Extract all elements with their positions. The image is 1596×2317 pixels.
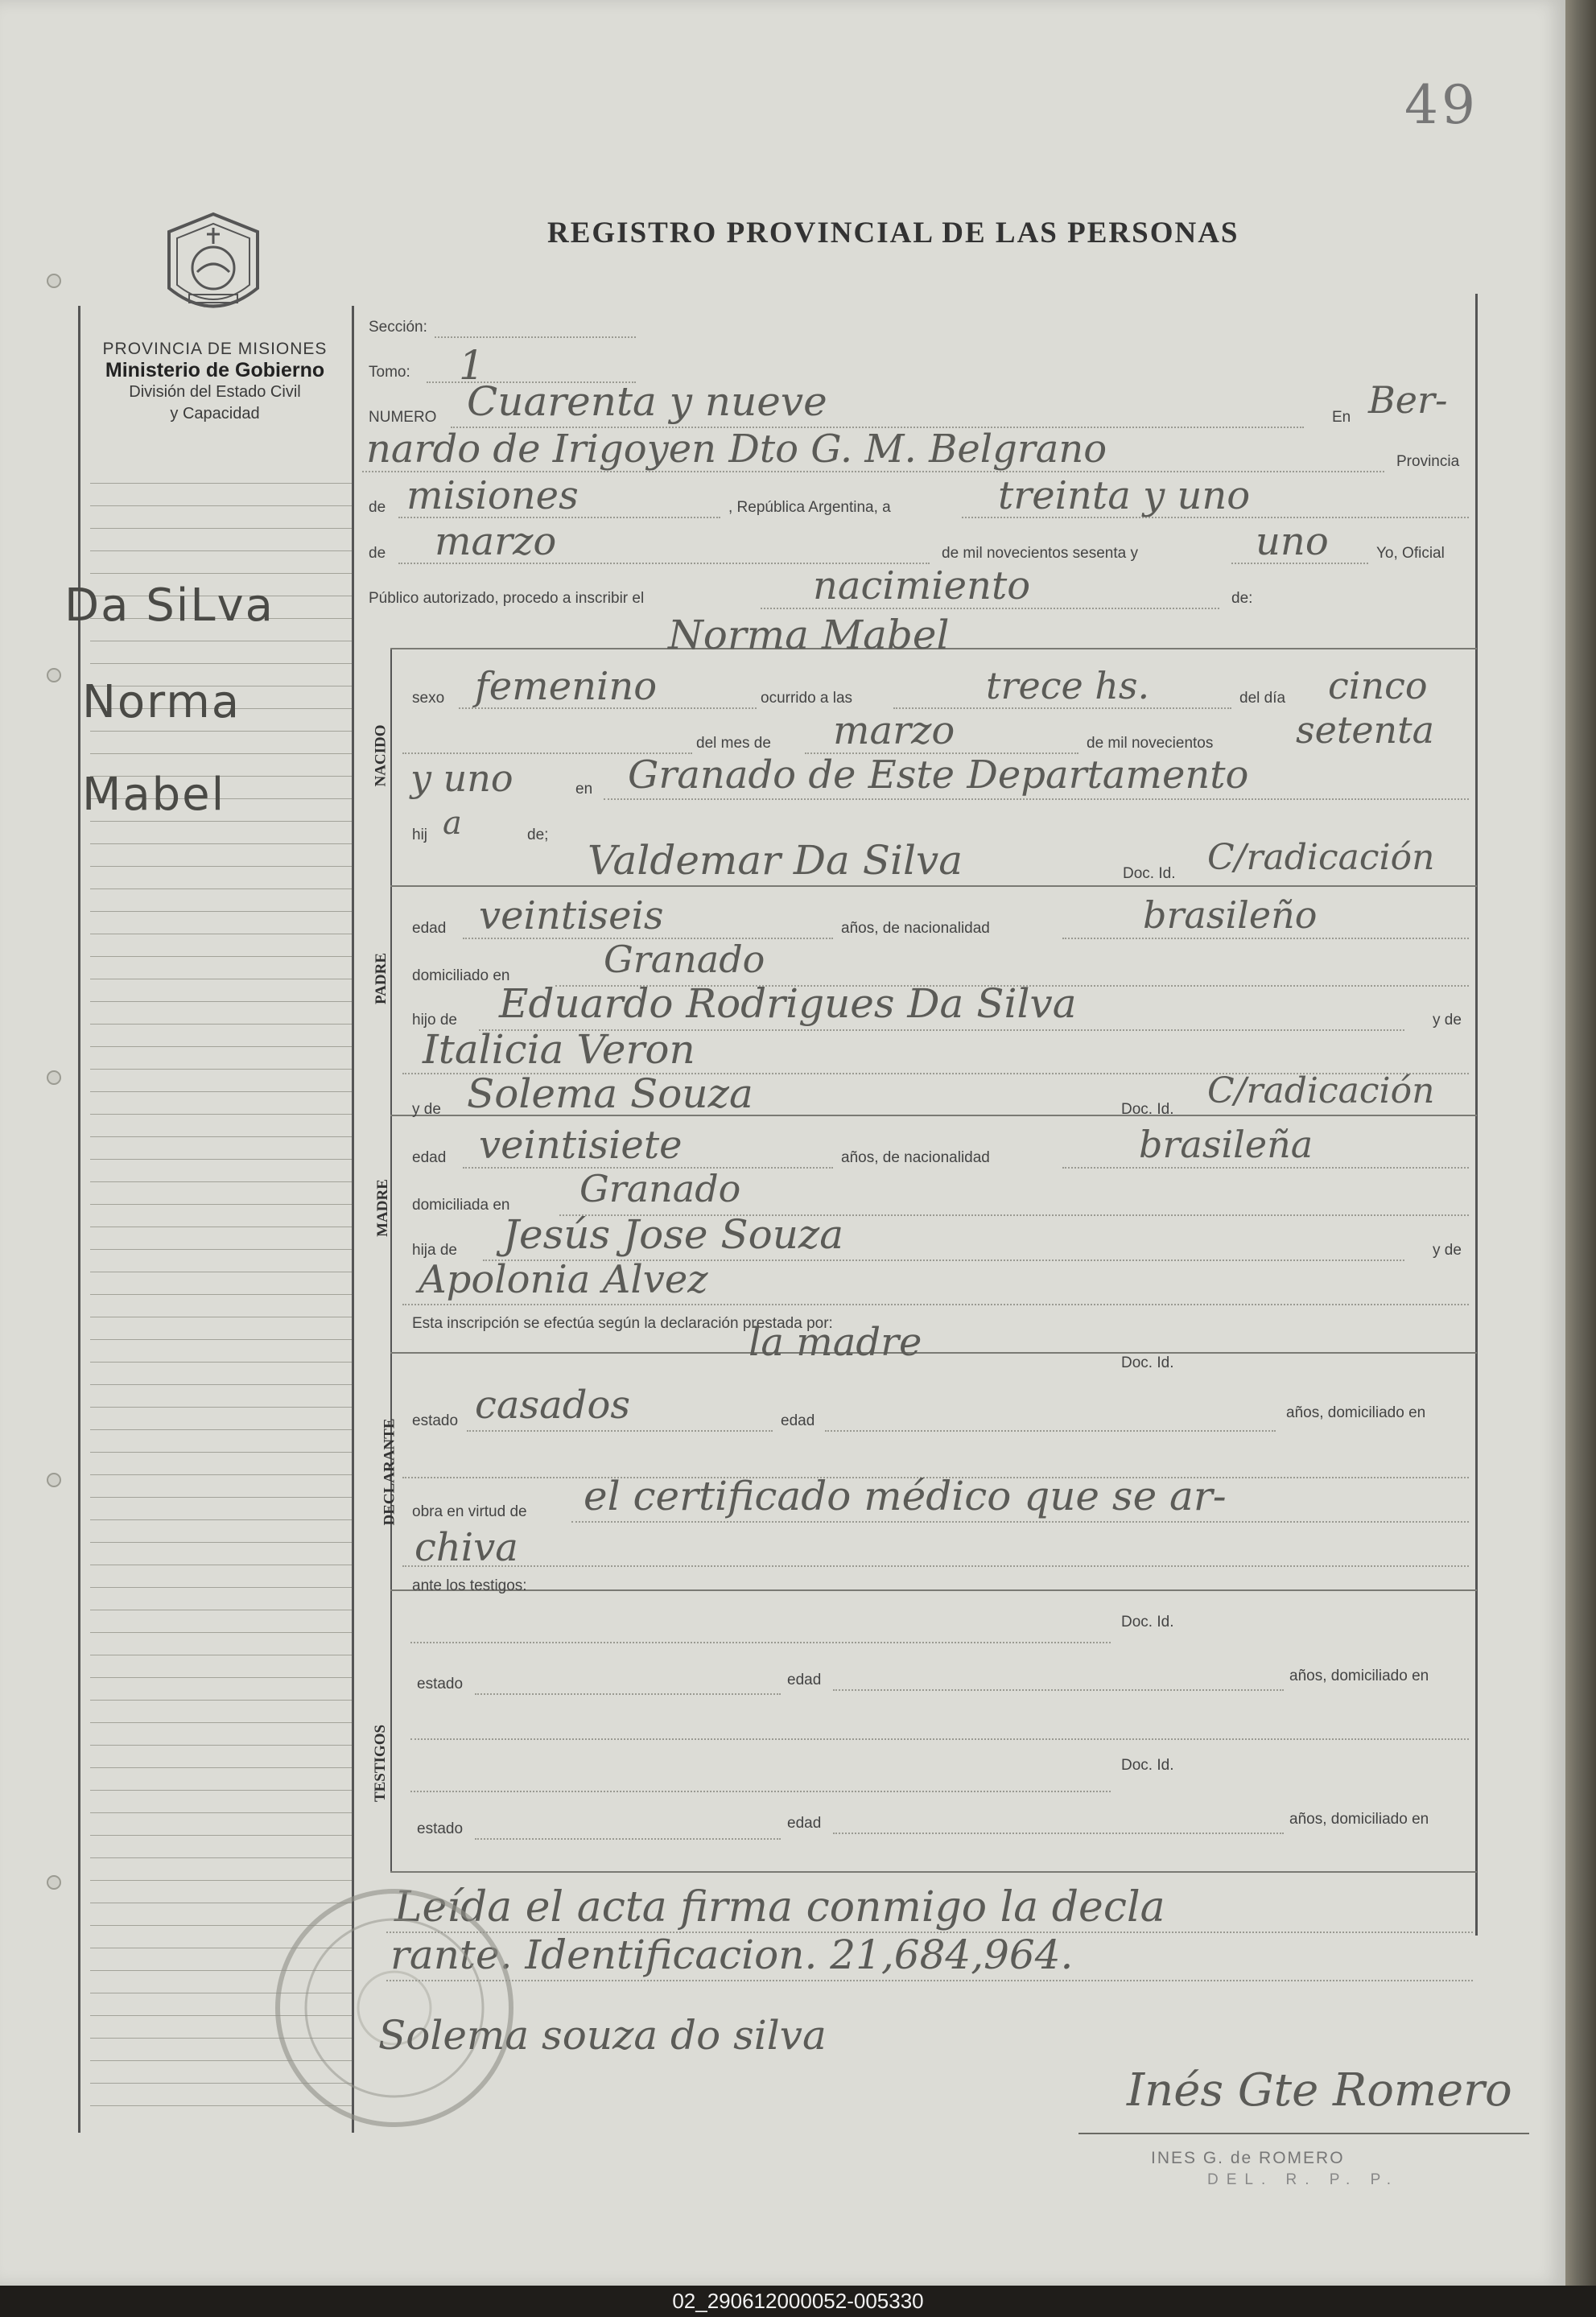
obra2-value: chiva	[414, 1525, 518, 1570]
en2-label: en	[575, 781, 593, 798]
dia-value: cinco	[1328, 664, 1428, 707]
side-label-madre: MADRE	[373, 1179, 391, 1237]
seccion-line	[435, 336, 636, 338]
numero-label: NUMERO	[369, 409, 437, 426]
province-seal-icon	[153, 208, 274, 328]
left-column-rule	[90, 1519, 352, 1520]
division-label: División del Estado Civil	[129, 383, 301, 401]
left-column-rule	[90, 1497, 352, 1498]
del-dia-label: del día	[1239, 690, 1286, 707]
madre-madre-line	[402, 1304, 1469, 1305]
left-column-rule	[90, 821, 352, 822]
left-column-rule	[90, 1384, 352, 1385]
left-column-rule	[90, 1181, 352, 1182]
left-column-rule	[90, 1159, 352, 1160]
ocurrido-label: ocurrido a las	[761, 690, 853, 707]
declarante-edad-line	[825, 1430, 1276, 1432]
padre-doc-value: C/radicación	[1207, 837, 1435, 878]
left-column-rule	[90, 888, 352, 889]
margin-name-2: Mabel	[82, 769, 226, 821]
lugar-nac-line	[604, 798, 1469, 800]
left-column-rule	[90, 1677, 352, 1678]
left-column-rule	[90, 1587, 352, 1588]
left-column-rule	[90, 911, 352, 912]
section-rule	[390, 1871, 1477, 1873]
margin-surname: Da SiLva	[64, 579, 274, 632]
madre-dom-value: Granado	[579, 1167, 741, 1210]
leida-text-2: rante. Identificacion. 21,684,964.	[390, 1932, 1074, 1978]
provincia-value: misiones	[406, 473, 579, 518]
left-column-rule	[90, 663, 352, 664]
estado-value: casados	[475, 1383, 631, 1428]
mes-value: marzo	[833, 708, 955, 753]
madre-nac-line	[1062, 1167, 1469, 1169]
left-column-rule	[90, 1429, 352, 1430]
left-column-rule	[90, 1046, 352, 1047]
padre-dom-label: domiciliado en	[412, 967, 510, 984]
testigo1-dom-label: años, domiciliado en	[1289, 1668, 1429, 1684]
side-label-padre: PADRE	[373, 952, 390, 1005]
left-column-rule	[90, 866, 352, 867]
left-column-rule	[90, 550, 352, 551]
left-column-rule	[90, 1880, 352, 1881]
seccion-label: Sección:	[369, 319, 427, 336]
padre-dom-value: Granado	[604, 938, 765, 981]
testigo1-dom-line	[410, 1738, 1469, 1740]
testigo2-dom-label: años, domiciliado en	[1289, 1811, 1429, 1828]
left-column-rule	[90, 1136, 352, 1137]
left-column-rule	[90, 753, 352, 754]
firma-declarante: Solema souza do silva	[378, 2012, 827, 2059]
left-column-rule	[90, 956, 352, 957]
left-column-rule	[90, 1835, 352, 1836]
obra-value: el certificado médico que se ar-	[584, 1473, 1227, 1519]
left-column-rule	[90, 1722, 352, 1723]
oficial-title-print: DEL. R. P. P.	[1207, 2171, 1400, 2188]
left-column-rule	[90, 1091, 352, 1092]
testigo2-line	[410, 1791, 1111, 1792]
madre-nac-value: brasileña	[1139, 1123, 1314, 1166]
left-column-rule	[90, 573, 352, 574]
madre-padre-value: Jesús Jose Souza	[503, 1211, 844, 1258]
testigo2-doc-label: Doc. Id.	[1121, 1757, 1174, 1774]
side-label-nacido: NACIDO	[372, 724, 390, 787]
madre-nombre-value: Solema Souza	[467, 1070, 753, 1117]
left-column-rule	[90, 1632, 352, 1633]
de-label: de	[369, 499, 386, 516]
sexo-value: femenino	[475, 664, 658, 709]
padre-nac-label: años, de nacionalidad	[841, 920, 990, 937]
padre-hijo-label: hijo de	[412, 1012, 457, 1029]
padre-nombre-value: Valdemar Da Silva	[588, 837, 963, 884]
ante-testigos-label: ante los testigos:	[412, 1577, 527, 1594]
testigo1-edad-label: edad	[787, 1672, 822, 1688]
declarante-edad-label: edad	[781, 1412, 815, 1429]
left-column-rule	[90, 731, 352, 732]
obra-label: obra en virtud de	[412, 1503, 527, 1520]
left-column-rule	[90, 1362, 352, 1363]
sexo-label: sexo	[412, 690, 445, 707]
side-label-testigos: TESTIGOS	[372, 1724, 390, 1803]
madre-doc-value: C/radicación	[1207, 1070, 1435, 1111]
estado-line	[467, 1430, 773, 1432]
numero-value: Cuarenta y nueve	[467, 378, 827, 425]
left-column-rule	[90, 1790, 352, 1791]
left-column-rule	[90, 528, 352, 529]
left-column-rule	[90, 1339, 352, 1340]
republica-label: , República Argentina, a	[728, 499, 891, 516]
oficial-name-print: INES G. de ROMERO	[1151, 2149, 1345, 2167]
binding-hole	[47, 1875, 61, 1890]
de-semi-label: de;	[527, 827, 549, 843]
del-mes-label: del mes de	[696, 735, 771, 752]
section-rule	[390, 1352, 1477, 1354]
ministry-label: Ministerio de Gobierno	[105, 359, 325, 381]
obra-line	[571, 1521, 1469, 1523]
padre-y-de-label: y de	[1433, 1012, 1462, 1029]
left-header	[78, 338, 352, 425]
side-label-declarante: DECLARANTE	[381, 1418, 398, 1526]
section-divider	[390, 648, 392, 1871]
left-column-divider	[352, 306, 354, 2133]
testigo2-edad-label: edad	[787, 1815, 822, 1832]
left-column-rule	[90, 1407, 352, 1408]
padre-edad-label: edad	[412, 920, 447, 937]
mes-acta-value: marzo	[435, 519, 557, 564]
left-column-rule	[90, 843, 352, 844]
testigo1-line	[410, 1642, 1111, 1643]
firma-oficial: Inés Gte Romero	[1127, 2064, 1512, 2117]
left-column-rule	[90, 1745, 352, 1746]
left-column-rule	[90, 1114, 352, 1115]
madre-dom-label: domiciliada en	[412, 1197, 510, 1214]
book-edge	[1565, 0, 1596, 2286]
padre-doc-label: Doc. Id.	[1123, 865, 1176, 882]
testigo1-estado-label: estado	[417, 1676, 464, 1692]
testigo1-estado-line	[475, 1693, 781, 1695]
section-rule	[390, 1589, 1477, 1591]
padre-edad-value: veintiseis	[479, 893, 664, 938]
capacity-label: y Capacidad	[170, 405, 260, 423]
dia-acta-value: treinta y uno	[998, 473, 1251, 518]
binding-hole	[47, 1070, 61, 1085]
tomo-label: Tomo:	[369, 364, 410, 381]
left-column-rule	[90, 483, 352, 484]
testigo2-estado-label: estado	[417, 1820, 464, 1837]
mil-nov2-label: de mil novecientos	[1087, 735, 1214, 752]
anio-acta-value: uno	[1256, 519, 1329, 564]
en-label: En	[1332, 409, 1351, 426]
mil-nov-label: de mil novecientos sesenta y	[942, 545, 1138, 562]
madre-edad-label: edad	[412, 1149, 447, 1166]
left-column-rule	[90, 1024, 352, 1025]
left-column-rule	[90, 1249, 352, 1250]
en-value: Ber-	[1368, 378, 1448, 422]
section-rule	[390, 885, 1477, 887]
madre-hija-label: hija de	[412, 1242, 457, 1259]
left-column-rule	[90, 505, 352, 506]
testigo1-edad-line	[833, 1689, 1284, 1691]
esta-inscripcion-label: Esta inscripción se efectúa según la declaración prestada por:	[412, 1315, 833, 1332]
testigo2-edad-line	[833, 1833, 1284, 1834]
testigo2-estado-line	[475, 1838, 781, 1840]
left-column-rule	[90, 1204, 352, 1205]
provincia-label: Provincia	[1396, 453, 1460, 470]
left-column-rule	[90, 1767, 352, 1768]
binding-hole	[47, 274, 61, 288]
province-label: PROVINCIA DE MISIONES	[102, 340, 328, 358]
left-column-rule	[90, 1474, 352, 1475]
hora-value: trece hs.	[986, 664, 1150, 707]
left-column-rule	[90, 1069, 352, 1070]
padre-nac-line	[1062, 938, 1469, 939]
leida-line-2	[386, 1980, 1473, 1981]
madre-doc-label: Doc. Id.	[1121, 1101, 1174, 1118]
declarante-dom-label: años, domiciliado en	[1286, 1404, 1426, 1421]
de3-label: de:	[1231, 590, 1253, 607]
anio2-value: y uno	[410, 757, 513, 800]
binding-hole	[47, 1473, 61, 1487]
madre-y-de-label: y de	[412, 1101, 441, 1118]
hija-value: a	[443, 805, 462, 842]
de2-label: de	[369, 545, 386, 562]
publico-label: Público autorizado, procedo a inscribir el	[369, 590, 645, 607]
madre-edad-value: veintisiete	[479, 1123, 683, 1168]
lugar-value: nardo de Irigoyen Dto G. M. Belgrano	[366, 427, 1107, 472]
tomo-value: 1	[459, 342, 485, 389]
padre-nac-value: brasileño	[1143, 893, 1318, 937]
madre-nac-label: años, de nacionalidad	[841, 1149, 990, 1166]
left-column-rule	[90, 1001, 352, 1002]
left-column-rule	[90, 1857, 352, 1858]
hij-label: hij	[412, 827, 428, 843]
signature-stroke	[1078, 2133, 1529, 2134]
left-column-rule	[90, 1812, 352, 1813]
madre-y-de2-label: y de	[1433, 1242, 1462, 1259]
lugar-nac-value: Granado de Este Departamento	[628, 752, 1249, 798]
testigo1-doc-label: Doc. Id.	[1121, 1614, 1174, 1631]
left-column-rule	[90, 1542, 352, 1543]
leida-text-1: Leída el acta firma conmigo la decla	[394, 1883, 1165, 1932]
left-column-rule	[90, 1452, 352, 1453]
page-number: 49	[1404, 74, 1478, 136]
binding-hole	[47, 668, 61, 682]
padre-padre-value: Eduardo Rodrigues Da Silva	[499, 980, 1077, 1027]
anio-value: setenta	[1296, 708, 1435, 752]
obra2-line	[402, 1565, 1469, 1567]
image-id-footer: 02_290612000052-005330	[0, 2286, 1596, 2317]
left-column-rule	[90, 1700, 352, 1701]
declarante-doc-label: Doc. Id.	[1121, 1354, 1174, 1371]
madre-madre-value: Apolonia Alvez	[419, 1257, 708, 1302]
declarante-value: la madre	[749, 1320, 922, 1365]
nombre-value: Norma Mabel	[668, 612, 950, 658]
page-title: REGISTRO PROVINCIAL DE LAS PERSONAS	[547, 216, 1239, 249]
yo-oficial-label: Yo, Oficial	[1376, 545, 1445, 562]
official-stamp-icon	[270, 1883, 519, 2133]
left-column-rule	[90, 1294, 352, 1295]
acto-value: nacimiento	[813, 563, 1031, 608]
declarante-estado-label: estado	[412, 1412, 459, 1429]
margin-name-1: Norma	[82, 676, 241, 728]
padre-madre-value: Italicia Veron	[423, 1026, 695, 1073]
